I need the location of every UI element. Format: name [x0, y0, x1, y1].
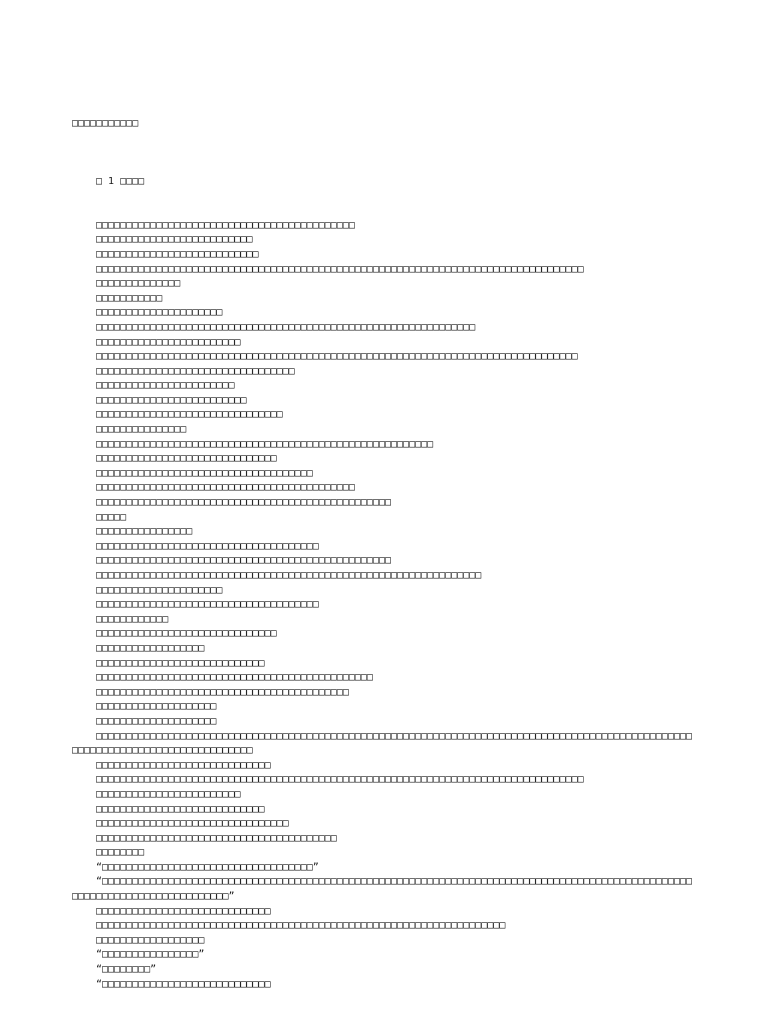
- paragraph: □□□□□□□□□□□□□□□□□□□□□□□□□□□□□□□□□□□□□: [96, 540, 319, 552]
- chapter-heading: □ 1 □□□□: [96, 175, 145, 187]
- paragraph: □□□□□□□□□□□□□□□□□□□□□□□□□□□□□□□□□□□□□□□□□□□□□□□□□□□□□□□□□□□□□□□□□□□□□□□□□□□□□□□□□: [96, 774, 584, 786]
- paragraph: □□□□□□□□□□□□: [96, 613, 169, 625]
- paragraph: □□□□□□□□□□□□□□□□□□□□□□□□: [96, 788, 241, 800]
- paragraph: □□□□□□□□□□□□□□□□□□□□□□□□□: [96, 394, 247, 406]
- paragraph: □□□□□□□□□□□□□□□□□□□□□□□□□□□□□□□□□□□□: [96, 467, 313, 479]
- paragraph: □□□□□: [96, 511, 127, 523]
- paragraph-list: [72, 219, 696, 992]
- paragraph: □□□□□□□□□□□□□□□□□□□□□: [96, 307, 223, 319]
- paragraph: □□□□□□□□□□□□□□□□□□□□: [96, 715, 217, 727]
- paragraph: □□□□□□□□□□□□□□□□□□□□□□□□□□□□□□□□□□□□□□□□□□□□□□□□□□□□□□□□: [96, 438, 434, 450]
- document-body: [72, 88, 696, 1021]
- paragraph: □□□□□□□□□□□□□□□□□□□□□□□□□□□□□: [96, 759, 271, 771]
- paragraph: □□□□□□□□□□□□□□□□: [96, 526, 193, 538]
- paragraph: □□□□□□□□□□□□□□□□□□□□□□□□□□□□□□□□□□□□□□□□□□□□□□: [96, 672, 373, 684]
- paragraph: □□□□□□□□□□□□□□□□□□□□□□□□□□□□□□□□□□□□□□□□□□: [96, 686, 349, 698]
- paragraph: □□□□□□□□□□□□□□□□□□□□□□□□□□□□□□□: [96, 409, 283, 421]
- paragraph: □□□□□□□□□□□□□□□: [96, 424, 187, 436]
- paragraph: □□□□□□□□□□□□□□□□□□□□□□□□□□□□□□: [96, 628, 277, 640]
- paragraph: □□□□□□□□□□□□□□□□□□□□□□□□□□□□□□□□□□□□□□□□□□□□□□□□□: [96, 497, 392, 509]
- paragraph: □□□□□□□□□□□□□□□□□□□□□□□□□□□□□□□□□□□□□□□□□□□□□□□□□□□□□□□□□□□□□□□□□□□□□□□□□□□□□□□□: [96, 351, 578, 363]
- document-title: □□□□□□□□□□□: [72, 118, 139, 130]
- paragraph: □□□□□□□□□□□□□□□□□□: [96, 642, 205, 654]
- paragraph: □□□□□□□□□□□□□□□□□□□□□□□□□□□□□□□□□□□□□□□□□□□: [96, 219, 355, 231]
- paragraph: □□□□□□□□□□□□□□□□□□□□□□□□□□□□□□□□□□□□□□□□: [96, 832, 337, 844]
- paragraph: □□□□□□□□□□□□□□□□□□□□□□□□□□□□□□□□□□□□□□□□□□□□□□□□□□□□□□□□□□□□□□□: [96, 321, 476, 333]
- paragraph: “□□□□□□□□□□□□□□□□□□□□□□□□□□□□□□□□□□□”: [96, 861, 319, 873]
- paragraph: □□□□□□□□□□□□□□□□□□□□□□□□: [96, 336, 241, 348]
- paragraph: □□□□□□□□□□□: [96, 292, 163, 304]
- paragraph: □□□□□□□□□□□□□□□□□□□□□□□□□□□□□□: [96, 453, 277, 465]
- paragraph: □□□□□□□□□□□□□□□□□□□□□□□□□□□□□□□□□□□□□□□□□□□□□□□□□□□□□□□□□□□□□□□□□□□□□□□□□□□□□□□□□: [96, 263, 584, 275]
- paragraph: □□□□□□□□□□□□□□□□□□□□□□□□□□□: [96, 248, 259, 260]
- paragraph: □□□□□□□□□□□□□□□□□□□□: [96, 701, 217, 713]
- paragraph: □□□□□□□□□□□□□□□□□□□□□□□□□□□□□□□□□□□□□□□□□□□□□□□□□□□□□□□□□□□□□□□□□□□□: [96, 920, 506, 932]
- paragraph: □□□□□□□□□□□□□□□□□□□□□□□□□□□□□□□□□□□□□□□□□□□□□□□□□□□□□□□□□□□□□□□□□□□□□□□□□□□□□□□□□□□□□□□□□□□□□□□□□□□□□□□□□□□□□□□□□□□□□□□□□□□□□□□□□: [72, 730, 693, 757]
- paragraph: “□□□□□□□□□□□□□□□□”: [96, 949, 205, 961]
- paragraph: □□□□□□□□□□□□□□□□□□□□□□□□□□□□□□□□□□□□□□□□□□□□□□□□□□□□□□□□□□□□□□□□: [96, 570, 482, 581]
- paragraph: “□□□□□□□□□□□□□□□□□□□□□□□□□□□□□□□□□□□□□□□□□□□□□□□□□□□□□□□□□□□□□□□□□□□□□□□□□□□□□□□□□□□□□□□□□□□□□□□□□□□□□□□□□□□□□□□□□□□□□□□□□□□□”: [72, 876, 693, 903]
- paragraph: “□□□□□□□□□□□□□□□□□□□□□□□□□□□□: [96, 978, 271, 990]
- paragraph: □□□□□□□□□□□□□□□□□□□□□□□: [96, 380, 235, 392]
- paragraph: □□□□□□□□□□□□□□□□□□□□□□□□□□□□: [96, 803, 265, 815]
- paragraph: □□□□□□□□□□□□□□□□□□: [96, 934, 205, 946]
- paragraph: □□□□□□□□: [96, 847, 145, 859]
- paragraph: □□□□□□□□□□□□□□□□□□□□□□□□□□□□□□□□: [96, 818, 289, 830]
- paragraph: □□□□□□□□□□□□□□□□□□□□□□□□□□□□□□□□□: [96, 365, 295, 377]
- paragraph: □□□□□□□□□□□□□□: [96, 278, 181, 290]
- paragraph: □□□□□□□□□□□□□□□□□□□□□□□□□□□□□□□□□□□□□: [96, 599, 319, 611]
- paragraph: □□□□□□□□□□□□□□□□□□□□□□□□□□□□□: [96, 905, 271, 917]
- paragraph: □□□□□□□□□□□□□□□□□□□□□□□□□□: [96, 234, 253, 246]
- paragraph: □□□□□□□□□□□□□□□□□□□□□: [96, 584, 223, 596]
- paragraph: “□□□□□□□□”: [96, 964, 157, 976]
- paragraph: □□□□□□□□□□□□□□□□□□□□□□□□□□□□□□□□□□□□□□□□□□□: [96, 482, 355, 494]
- paragraph: □□□□□□□□□□□□□□□□□□□□□□□□□□□□: [96, 657, 265, 669]
- paragraph: □□□□□□□□□□□□□□□□□□□□□□□□□□□□□□□□□□□□□□□□□□□□□□□□□: [96, 555, 392, 567]
